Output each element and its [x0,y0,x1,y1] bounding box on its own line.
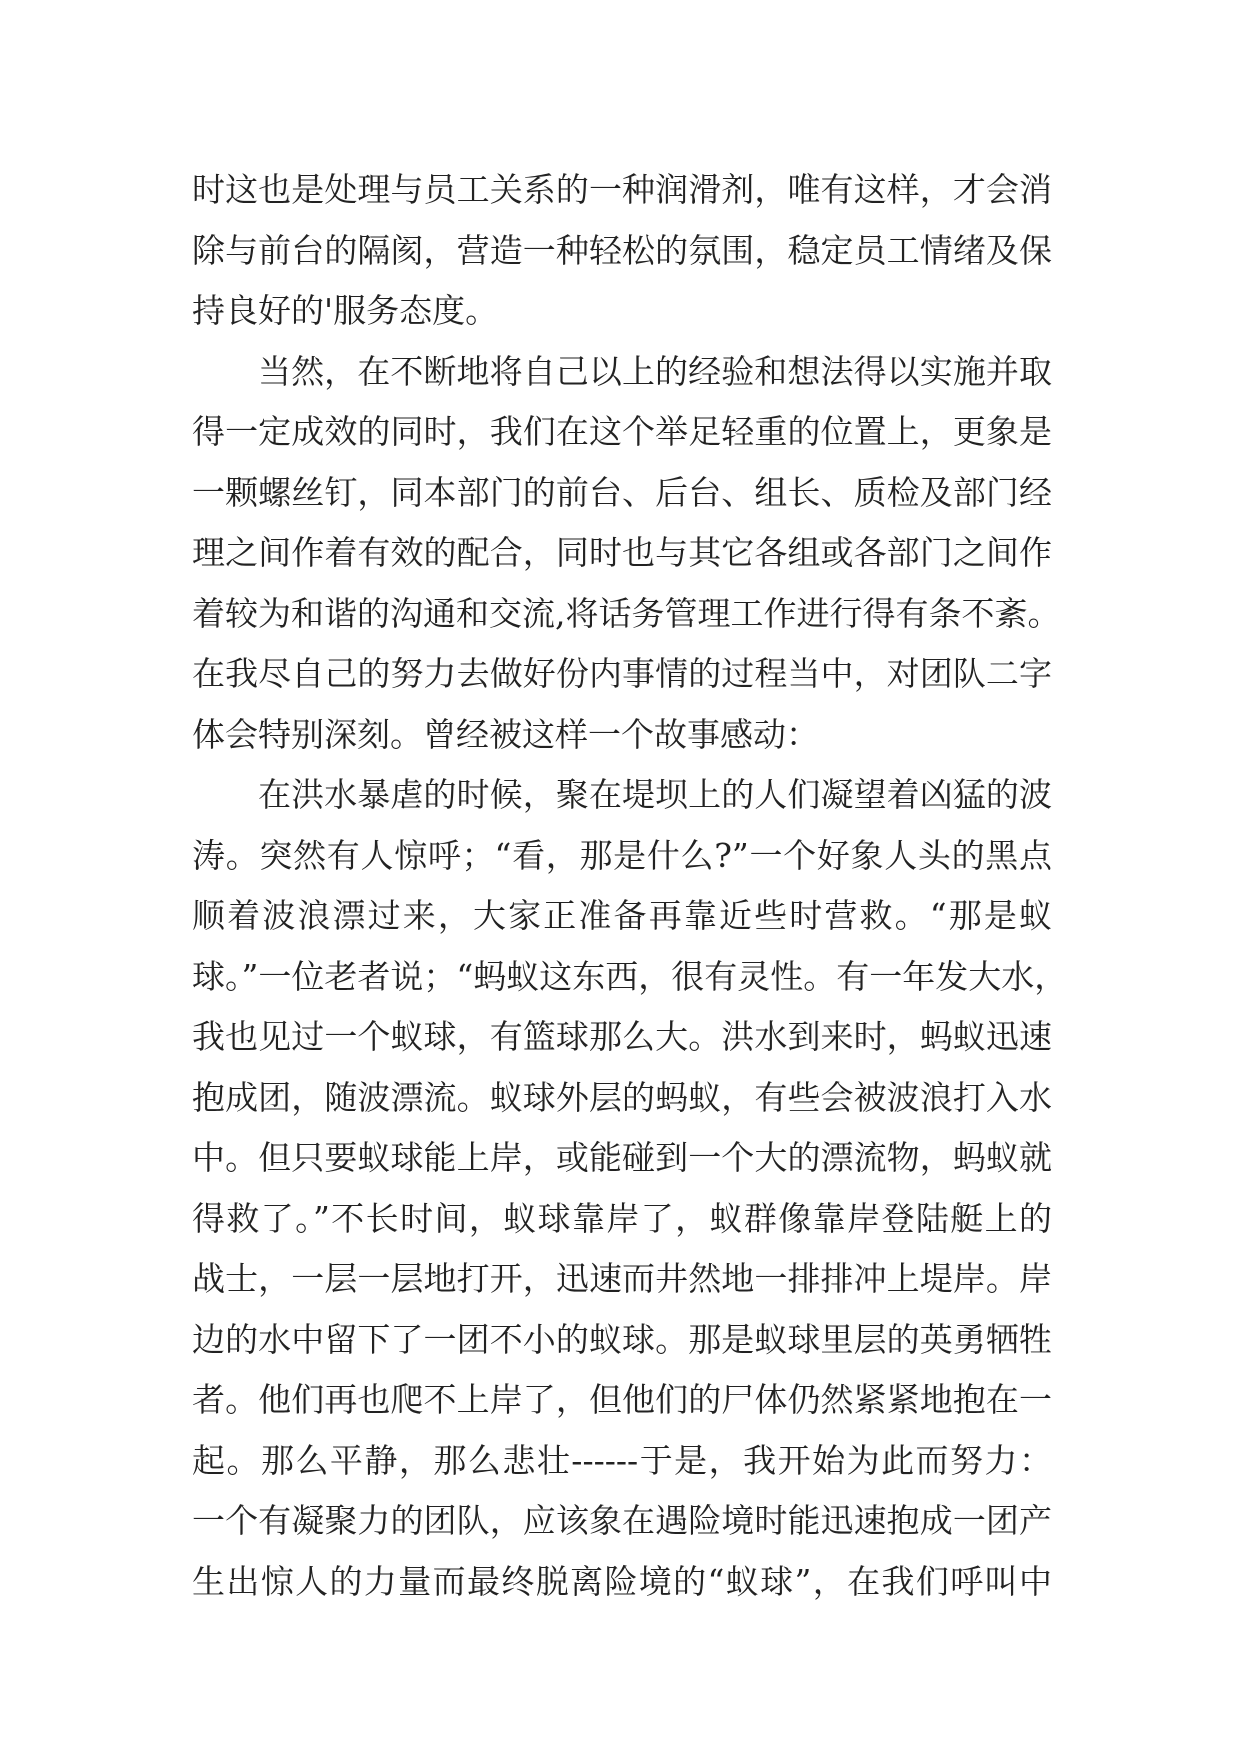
paragraph-first-line: 在洪水暴虐的时候，聚在堤坝上的人们凝望着凶猛的波 [258,775,1052,814]
text-line: 时这也是处理与员工关系的一种润滑剂，唯有这样，才会消 [192,170,1052,209]
text-line: 者。他们再也爬不上岸了，但他们的尸体仍然紧紧地抱在一 [192,1380,1052,1419]
text-line: 在我尽自己的努力去做好份内事情的过程当中，对团队二字 [192,654,1052,693]
text-line: 生出惊人的力量而最终脱离险境的“蚁球”，在我们呼叫中 [192,1561,1052,1601]
text-line: 战士，一层一层地打开，迅速而井然地一排排冲上堤岸。岸 [192,1259,1052,1298]
text-line: 球。”一位老者说；“蚂蚁这东西，很有灵性。有一年发大水， [192,956,1068,996]
text-line: 我也见过一个蚁球，有篮球那么大。洪水到来时，蚂蚁迅速 [192,1017,1052,1056]
paragraph-first-line: 当然，在不断地将自己以上的经验和想法得以实施并取 [258,351,1052,391]
text-line: 中。但只要蚁球能上岸，或能碰到一个大的漂流物，蚂蚁就 [192,1138,1052,1177]
text-line: 得救了。”不长时间，蚁球靠岸了，蚁群像靠岸登陆艇上的 [192,1198,1052,1238]
text-line: 一颗螺丝钉，同本部门的前台、后台、组长、质检及部门经 [192,472,1052,512]
text-line: 体会特别深刻。曾经被这样一个故事感动： [192,714,819,754]
text-line: 着较为和谐的沟通和交流,将话务管理工作进行得有条不紊。 [192,593,1061,633]
text-line: 得一定成效的同时，我们在这个举足轻重的位置上，更象是 [192,412,1052,451]
text-line: 理之间作着有效的配合，同时也与其它各组或各部门之间作 [192,533,1052,572]
text-line: 起。那么平静，那么悲壮------于是，我开始为此而努力： [192,1440,1052,1480]
text-line: 涛。突然有人惊呼；“看，那是什么?”一个好象人头的黑点 [192,835,1052,875]
text-line: 抱成团，随波漂流。蚁球外层的蚂蚁，有些会被波浪打入水 [192,1077,1052,1117]
document-body [192,160,1068,1612]
text-line: 一个有凝聚力的团队，应该象在遇险境时能迅速抱成一团产 [192,1501,1052,1540]
text-line: 顺着波浪漂过来，大家正准备再靠近些时营救。“那是蚁 [192,896,1052,935]
text-line: 除与前台的隔阂，营造一种轻松的氛围，稳定员工情绪及保 [192,230,1052,270]
text-line: 持良好的'服务态度。 [192,291,499,330]
text-line: 边的水中留下了一团不小的蚁球。那是蚁球里层的英勇牺牲 [192,1319,1052,1359]
